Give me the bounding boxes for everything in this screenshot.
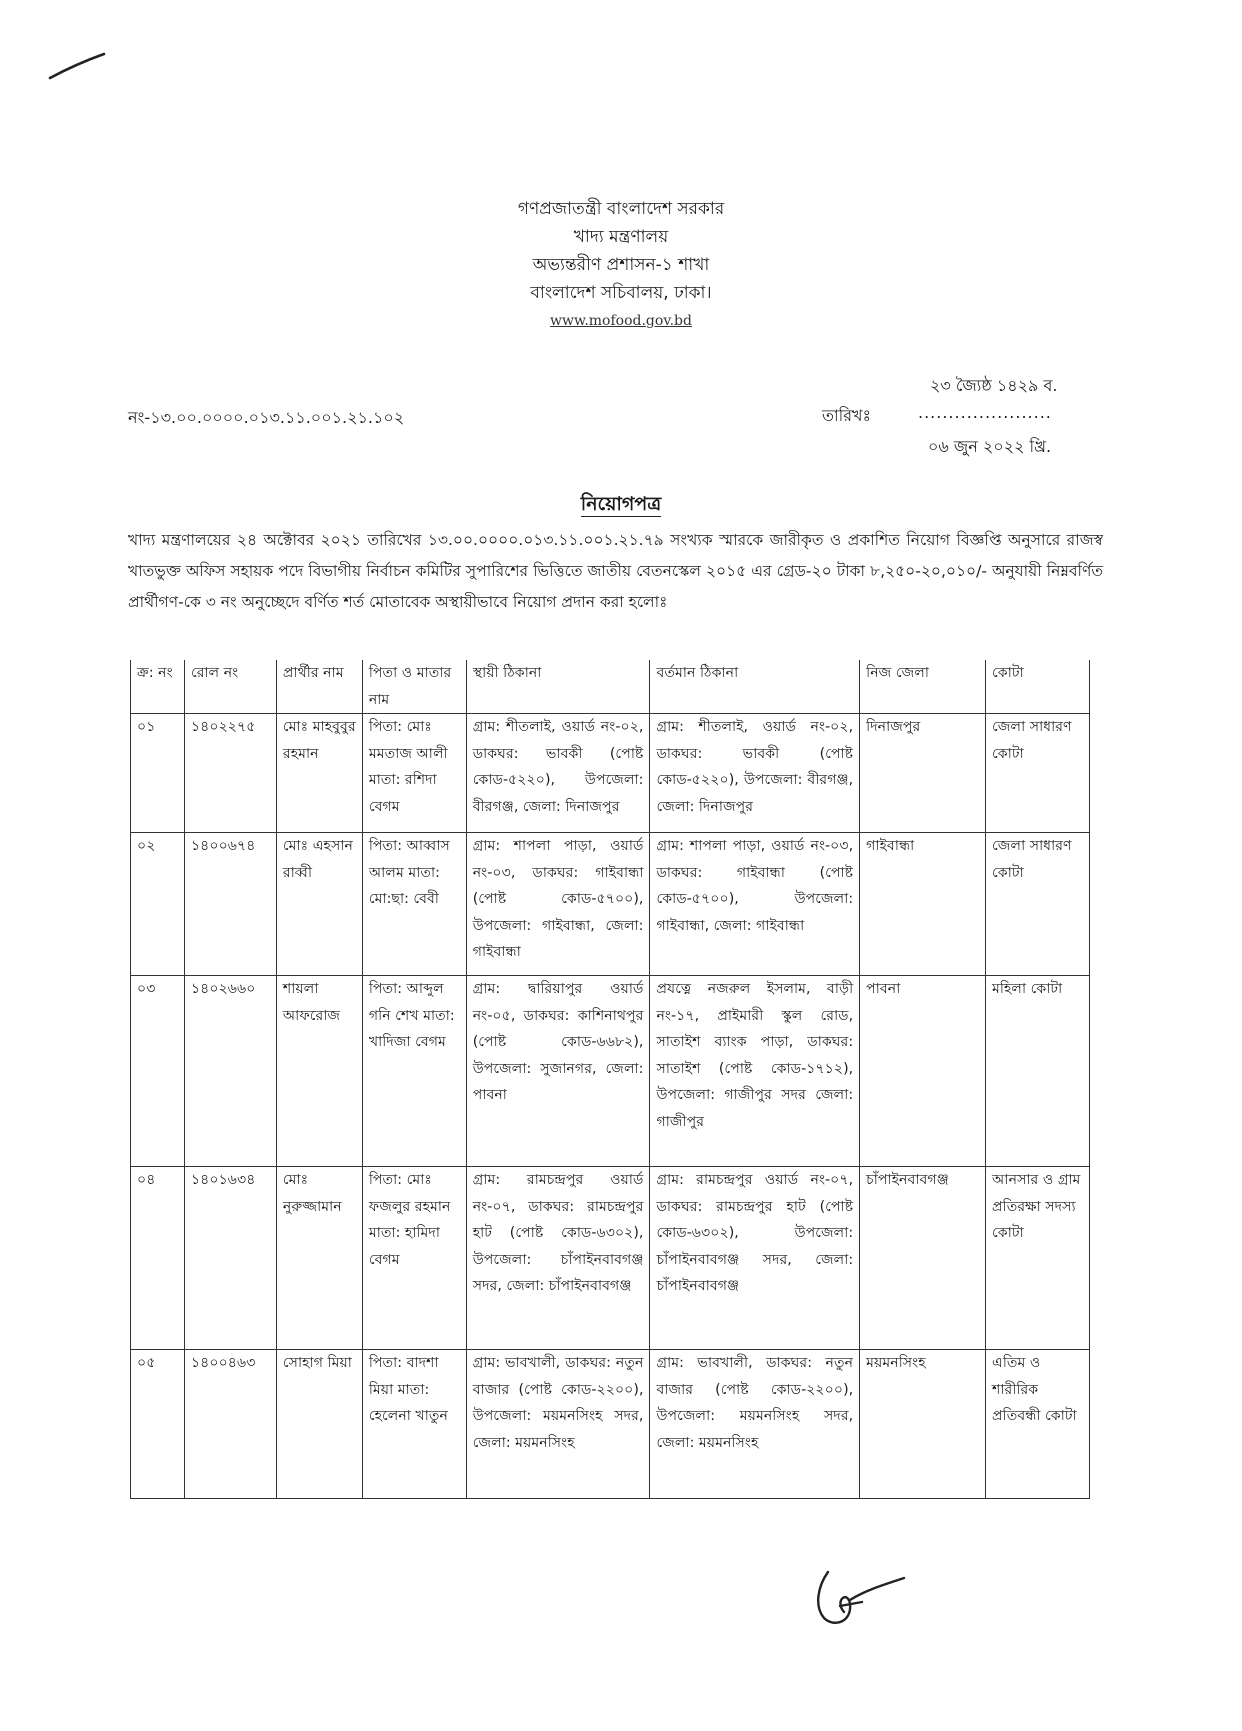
cell-serial: ০২	[131, 833, 185, 976]
cell-name: মোঃ নুরুজ্জামান	[276, 1167, 362, 1350]
cell-permanent-address: গ্রাম: শীতলাই, ওয়ার্ড নং-০২, ডাকঘর: ভাবকী (পোষ্ট কোড-৫২২০), উপজেলা: বীরগঞ্জ, জেলা: দিনাজপুর	[466, 714, 650, 833]
cell-permanent-address: গ্রাম: ভাবখালী, ডাকঘর: নতুন বাজার (পোষ্ট কোড-২২০০), উপজেলা: ময়মনসিংহ সদর, জেলা: ময়মনসিংহ	[466, 1350, 650, 1499]
cell-permanent-address: গ্রাম: রামচন্দ্রপুর ওয়ার্ড নং-০৭, ডাকঘর: রামচন্দ্রপুর হাট (পোষ্ট কোড-৬৩০২), উপজেলা: চাঁপাইনবাবগঞ্জ সদর, জেলা: চাঁপাইনবাবগঞ্জ	[466, 1167, 650, 1350]
pen-slash-mark	[48, 50, 108, 82]
office-address: বাংলাদেশ সচিবালয়, ঢাকা।	[530, 283, 712, 303]
table-row	[131, 833, 1090, 976]
memo-number: নং-১৩.০০.০০০০.০১৩.১১.০০১.২১.১০২	[128, 408, 405, 427]
government-name: গণপ্রজাতন্ত্রী বাংলাদেশ সরকার	[517, 199, 725, 219]
date-english: ০৬ জুন ২০২২ খ্রি.	[928, 437, 1052, 456]
cell-quota: আনসার ও গ্রাম প্রতিরক্ষা সদস্য কোটা	[986, 1167, 1090, 1350]
handwritten-signature	[800, 1560, 910, 1640]
cell-name: মোঃ এহসান রাব্বী	[276, 833, 362, 976]
document-title: নিয়োগপত্র	[580, 493, 662, 515]
cell-home-district: ময়মনসিংহ	[860, 1350, 986, 1499]
cell-permanent-address: গ্রাম: দ্বারিয়াপুর ওয়ার্ড নং-০৫, ডাকঘর: কাশিনাথপুর (পোষ্ট কোড-৬৬৮২), উপজেলা: সুজানগর, জেলা: পাবনা	[466, 976, 650, 1167]
website-link[interactable]: www.mofood.gov.bd	[550, 313, 692, 329]
cell-parents: পিতা: বাদশা মিয়া মাতা: হেলেনা খাতুন	[362, 1350, 466, 1499]
cell-parents: পিতা: আব্বাস আলম মাতা: মো:ছা: বেবী	[362, 833, 466, 976]
header-serial: ক্র: নং	[131, 660, 185, 714]
date-dots: ......................	[918, 403, 1052, 422]
cell-home-district: গাইবান্ধা	[860, 833, 986, 976]
cell-quota: মহিলা কোটা	[986, 976, 1090, 1167]
cell-serial: ০৪	[131, 1167, 185, 1350]
cell-quota: জেলা সাধারণ কোটা	[986, 833, 1090, 976]
table-row	[131, 1167, 1090, 1350]
letterhead	[0, 195, 1242, 335]
cell-roll: ১৪০০৪৬৩	[184, 1350, 276, 1499]
cell-serial: ০৫	[131, 1350, 185, 1499]
cell-quota: এতিম ও শারীরিক প্রতিবন্ধী কোটা	[986, 1350, 1090, 1499]
date-label: তারিখঃ	[822, 406, 872, 425]
table-row	[131, 714, 1090, 833]
cell-serial: ০৩	[131, 976, 185, 1167]
date-bangla: ২৩ জ্যৈষ্ঠ ১৪২৯ ব.	[930, 376, 1058, 395]
header-present-address: বর্তমান ঠিকানা	[650, 660, 860, 714]
cell-name: সোহাগ মিয়া	[276, 1350, 362, 1499]
table-header-row	[131, 660, 1090, 714]
cell-parents: পিতা: আব্দুল গনি শেখ মাতা: খাদিজা বেগম	[362, 976, 466, 1167]
header-name: প্রার্থীর নাম	[276, 660, 362, 714]
header-home-district: নিজ জেলা	[860, 660, 986, 714]
cell-permanent-address: গ্রাম: শাপলা পাড়া, ওয়ার্ড নং-০৩, ডাকঘর: গাইবান্ধা (পোষ্ট কোড-৫৭০০), উপজেলা: গাইবান্ধা, জেলা: গাইবান্ধা	[466, 833, 650, 976]
cell-quota: জেলা সাধারণ কোটা	[986, 714, 1090, 833]
cell-name: মোঃ মাহবুবুর রহমান	[276, 714, 362, 833]
cell-present-address: গ্রাম: শীতলাই, ওয়ার্ড নং-০২, ডাকঘর: ভাবকী (পোষ্ট কোড-৫২২০), উপজেলা: বীরগঞ্জ, জেলা: দিনাজপুর	[650, 714, 860, 833]
header-roll: রোল নং	[184, 660, 276, 714]
cell-present-address: গ্রাম: শাপলা পাড়া, ওয়ার্ড নং-০৩, ডাকঘর: গাইবান্ধা (পোষ্ট কোড-৫৭০০), উপজেলা: গাইবান্ধা, জেলা: গাইবান্ধা	[650, 833, 860, 976]
cell-parents: পিতা: মোঃ মমতাজ আলী মাতা: রশিদা বেগম	[362, 714, 466, 833]
cell-serial: ০১	[131, 714, 185, 833]
header-quota: কোটা	[986, 660, 1090, 714]
ministry-name: খাদ্য মন্ত্রণালয়	[573, 227, 669, 247]
cell-parents: পিতা: মোঃ ফজলুর রহমান মাতা: হামিদা বেগম	[362, 1167, 466, 1350]
cell-home-district: চাঁপাইনবাবগঞ্জ	[860, 1167, 986, 1350]
branch-name: অভ্যন্তরীণ প্রশাসন-১ শাখা	[532, 255, 710, 275]
cell-roll: ১৪০২২৭৫	[184, 714, 276, 833]
table-row	[131, 1350, 1090, 1499]
cell-home-district: পাবনা	[860, 976, 986, 1167]
cell-roll: ১৪০০৬৭৪	[184, 833, 276, 976]
cell-present-address: গ্রাম: ভাবখালী, ডাকঘর: নতুন বাজার (পোষ্ট কোড-২২০০), উপজেলা: ময়মনসিংহ সদর, জেলা: ময়মনসিংহ	[650, 1350, 860, 1499]
appointee-table	[130, 660, 1090, 1499]
table-row	[131, 976, 1090, 1167]
header-permanent-address: স্থায়ী ঠিকানা	[466, 660, 650, 714]
header-parents: পিতা ও মাতার নাম	[362, 660, 466, 714]
cell-present-address: গ্রাম: রামচন্দ্রপুর ওয়ার্ড নং-০৭, ডাকঘর: রামচন্দ্রপুর হাট (পোষ্ট কোড-৬৩০২), উপজেলা: চাঁপাইনবাবগঞ্জ সদর, জেলা: চাঁপাইনবাবগঞ্জ	[650, 1167, 860, 1350]
cell-present-address: প্রযত্নে নজরুল ইসলাম, বাড়ী নং-১৭, প্রাইমারী স্কুল রোড, সাতাইশ ব্যাংক পাড়া, ডাকঘর: সাতাইশ (পোষ্ট কোড-১৭১২), উপজেলা: গাজীপুর সদর জেলা: গাজীপুর	[650, 976, 860, 1167]
cell-name: শায়লা আফরোজ	[276, 976, 362, 1167]
cell-roll: ১৪০২৬৬০	[184, 976, 276, 1167]
intro-paragraph: খাদ্য মন্ত্রণালয়ের ২৪ অক্টোবর ২০২১ তারিখের ১৩.০০.০০০০.০১৩.১১.০০১.২১.৭৯ সংখ্যক স্মারকে জারীকৃত ও প্রকাশিত নিয়োগ বিজ্ঞপ্তি অনুসারে রাজস্ব খাতভুক্ত অফিস সহায়ক পদে বিভাগীয় নির্বাচন কমিটির সুপারিশের ভিত্তিতে জাতীয় বেতনস্কেল ২০১৫ এর গ্রেড-২০ টাকা ৮,২৫০-২০,০১০/- অনুযায়ী নিম্নবর্ণিত প্রার্থীগণ-কে ৩ নং অনুচ্ছেদে বর্ণিত শর্ত মোতাবেক অস্থায়ীভাবে নিয়োগ প্রদান করা হলোঃ	[128, 531, 1103, 611]
cell-roll: ১৪০১৬৩৪	[184, 1167, 276, 1350]
cell-home-district: দিনাজপুর	[860, 714, 986, 833]
